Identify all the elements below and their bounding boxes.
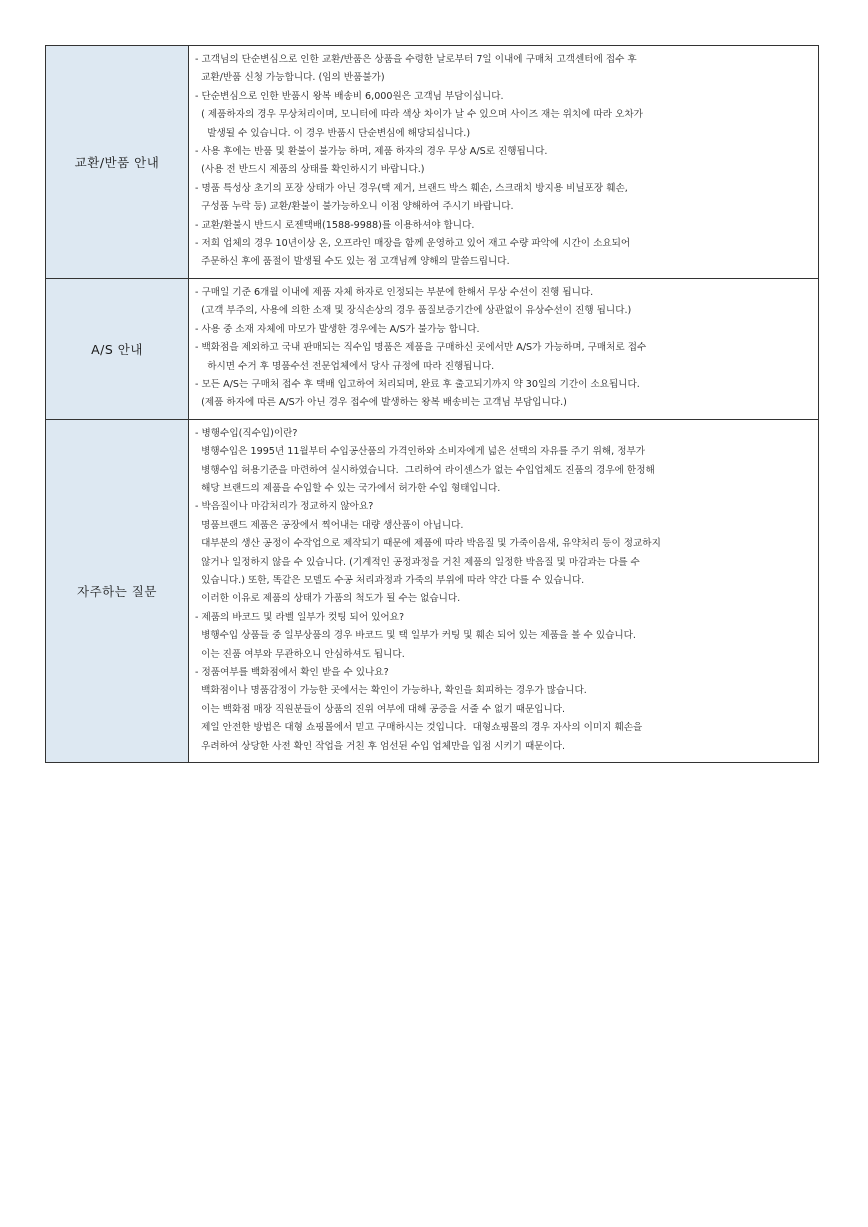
text-line: (제품 하자에 따른 A/S가 아닌 경우 접수에 발생하는 왕복 배송비는 고객님 부담입니다.)	[195, 397, 567, 409]
faq-content	[189, 419, 819, 762]
exchange-return-content	[189, 46, 819, 279]
text-line: 병행수입 허용기준을 마련하여 실시하였습니다. 그리하여 라이센스가 없는 수입업체도 진품의 경우에 한정해	[195, 464, 655, 476]
as-info-label: A/S 안내	[46, 278, 189, 419]
text-line: 주문하신 후에 품절이 발생될 수도 있는 점 고객님께 양해의 말씀드립니다.	[195, 256, 510, 268]
text-line: 이는 진품 여부와 무관하오니 안심하셔도 됩니다.	[195, 648, 405, 660]
text-line: - 사용 중 소재 자체에 마모가 발생한 경우에는 A/S가 불가능 합니다.	[195, 323, 480, 335]
text-line: ( 제품하자의 경우 무상처리이며, 모니터에 따라 색상 차이가 날 수 있으며 사이즈 재는 위치에 따라 오차가	[195, 109, 643, 121]
text-line: - 박음질이나 마감처리가 정교하지 않아요?	[195, 501, 374, 513]
text-line: - 모든 A/S는 구매처 접수 후 택배 입고하여 처리되며, 완료 후 출고되기까지 약 30일의 기간이 소요됩니다.	[195, 378, 640, 390]
text-line: - 제품의 바코드 및 라벨 일부가 컷팅 되어 있어요?	[195, 611, 405, 623]
as-info-content	[189, 278, 819, 419]
text-line: 이러한 이유로 제품의 상태가 가품의 척도가 될 수는 없습니다.	[195, 593, 461, 605]
text-line: 발생될 수 있습니다. 이 경우 반품시 단순변심에 해당되십니다.)	[195, 127, 471, 139]
text-line: 대부분의 생산 공정이 수작업으로 제작되기 때문에 제품에 따라 박음질 및 가죽이음새, 유약처리 등이 정교하지	[195, 538, 661, 550]
faq-label: 자주하는 질문	[46, 419, 189, 762]
exchange-return-label: 교환/반품 안내	[46, 46, 189, 279]
text-line: - 교환/환불시 반드시 로젠택배(1588-9988)를 이용하셔야 합니다.	[195, 219, 475, 231]
text-line: - 단순변심으로 인한 반품시 왕복 배송비 6,000원은 고객님 부담이십니다.	[195, 90, 504, 102]
text-line: 하시면 수거 후 명품수선 전문업체에서 당사 규정에 따라 진행됩니다.	[195, 360, 495, 372]
text-line: - 구매일 기준 6개월 이내에 제품 자체 하자로 인정되는 부분에 한해서 무상 수선이 진행 됩니다.	[195, 286, 594, 298]
exchange-return-row	[46, 46, 819, 279]
text-line: 있습니다.) 또한, 똑같은 모델도 수공 처리과정과 가죽의 부위에 따라 약간 다를 수 있습니다.	[195, 574, 585, 586]
text-line: 명품브랜드 제품은 공장에서 찍어내는 대량 생산품이 아닙니다.	[195, 519, 464, 531]
text-line: 교환/반품 신청 가능합니다. (임의 반품불가)	[195, 72, 385, 84]
text-line: 해당 브랜드의 제품을 수입할 수 있는 국가에서 허가한 수입 형태입니다.	[195, 482, 501, 494]
text-line: 제일 안전한 방법은 대형 쇼핑몰에서 믿고 구매하시는 것입니다. 대형쇼핑몰의 경우 자사의 이미지 훼손을	[195, 722, 643, 734]
text-line: - 백화점을 제외하고 국내 판매되는 직수입 명품은 제품을 구매하신 곳에서만 A/S가 가능하며, 구매처로 접수	[195, 342, 647, 354]
text-line: - 명품 특성상 초기의 포장 상태가 아닌 경우(택 제거, 브랜드 박스 훼손, 스크래치 방지용 비닐포장 훼손,	[195, 182, 628, 194]
text-line: 구성품 누락 등) 교환/환불이 불가능하오니 이점 양해하여 주시기 바랍니다.	[195, 201, 514, 213]
text-line: - 저희 업체의 경우 10년이상 온, 오프라인 매장을 함께 운영하고 있어 재고 수량 파악에 시간이 소요되어	[195, 238, 631, 250]
text-line: 않거나 일정하지 않을 수 있습니다. (기계적인 공정과정을 거친 제품의 일정한 박음질 및 마감과는 다를 수	[195, 556, 640, 568]
text-line: 백화점이나 명품감정이 가능한 곳에서는 확인이 가능하나, 확인을 회피하는 경우가 많습니다.	[195, 685, 587, 697]
as-info-row	[46, 278, 819, 419]
text-line: 우려하여 상당한 사전 확인 작업을 거친 후 엄선된 수입 업체만을 입점 시키기 때문이다.	[195, 740, 566, 752]
faq-row	[46, 419, 819, 762]
text-line: (사용 전 반드시 제품의 상태를 확인하시기 바랍니다.)	[195, 164, 425, 176]
text-line: 병행수입 상품들 중 일부상품의 경우 바코드 및 택 일부가 커팅 및 훼손 되어 있는 제품을 볼 수 있습니다.	[195, 630, 636, 642]
text-line: 이는 백화점 매장 직원분들이 상품의 진위 여부에 대해 공증을 서줄 수 없기 때문입니다.	[195, 703, 566, 715]
text-line: - 고객님의 단순변심으로 인한 교환/반품은 상품을 수령한 날로부터 7일 이내에 구매처 고객센터에 접수 후	[195, 54, 637, 65]
text-line: - 병행수입(직수입)이란?	[195, 427, 298, 439]
text-line: (고객 부주의, 사용에 의한 소재 및 장식손상의 경우 품질보증기간에 상관없이 유상수선이 진행 됩니다.)	[195, 305, 632, 317]
text-line: - 사용 후에는 반품 및 환불이 불가능 하며, 제품 하자의 경우 무상 A/S로 진행됩니다.	[195, 146, 548, 158]
text-line: - 정품여부를 백화점에서 확인 받을 수 있나요?	[195, 667, 389, 678]
text-line: 병행수입은 1995년 11월부터 수입공산품의 가격인하와 소비자에게 넓은 선택의 자유를 주기 위해, 정부가	[195, 446, 646, 458]
policy-table	[45, 45, 819, 763]
